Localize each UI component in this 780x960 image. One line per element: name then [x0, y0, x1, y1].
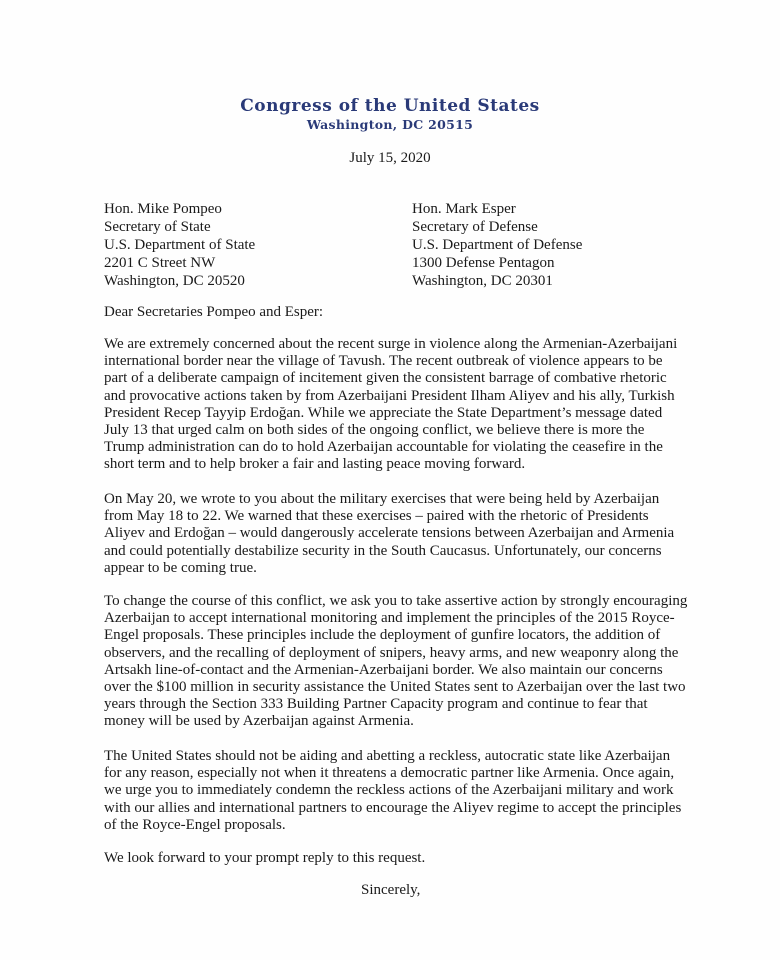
paragraph-line: Engel proposals. These principles include the deployment of gunfire locators, the addition of: [104, 627, 661, 644]
recipient-city: Washington, DC 20301: [412, 273, 553, 289]
paragraph-line: President Recep Tayyip Erdoğan. While we appreciate the State Department’s message dated: [104, 404, 663, 421]
paragraph-line: for any reason, especially not when it threatens a democratic partner like Armenia. Once again,: [104, 765, 675, 782]
letter-date: July 15, 2020: [349, 150, 431, 166]
recipient-name: Hon. Mark Esper: [412, 201, 516, 217]
body-paragraph-2: [104, 491, 684, 577]
paragraph-line: The United States should not be aiding and abetting a reckless, autocratic state like Azerbaijan: [104, 748, 671, 764]
paragraph-line: Aliyev and Erdoğan – would dangerously accelerate tensions between Azerbaijan and Armenia: [104, 525, 675, 542]
paragraph-line: July 13 that urged calm on both sides of the ongoing conflict, we believe there is more the: [104, 422, 645, 439]
recipient-block-left: [104, 200, 255, 290]
recipient-street: 1300 Defense Pentagon: [412, 255, 555, 271]
closing: Sincerely,: [361, 882, 421, 898]
paragraph-line: We look forward to your prompt reply to this request.: [104, 850, 426, 866]
paragraph-line: On May 20, we wrote to you about the military exercises that were being held by Azerbaijan: [104, 491, 660, 507]
paragraph-line: To change the course of this conflict, we ask you to take assertive action by strongly encouraging: [104, 593, 688, 609]
salutation: Dear Secretaries Pompeo and Esper:: [104, 304, 324, 320]
paragraph-line: international border near the village of Tavush. The recent outbreak of violence appears to be: [104, 353, 663, 370]
paragraph-line: and provocative actions taken by from Azerbaijani President Ilham Aliyev and his ally, Turkish: [104, 387, 675, 404]
paragraph-line: money will be used by Azerbaijan against Armenia.: [104, 713, 414, 730]
letterhead: [0, 96, 780, 133]
body-paragraph-3: [104, 593, 688, 731]
body-paragraph-5: [104, 850, 684, 867]
letterhead-address: Washington, DC 20515: [306, 117, 474, 132]
letterhead-title: Congress of the United States: [240, 96, 540, 116]
paragraph-line: Trump administration can do to hold Azerbaijan accountable for violating the ceasefire in the: [104, 439, 663, 456]
recipient-title: Secretary of State: [104, 219, 211, 235]
paragraph-line: observers, and the recalling of deployment of snipers, heavy arms, and new weaponry along the: [104, 644, 679, 661]
body-paragraph-4: [104, 748, 684, 834]
paragraph-line: and could potentially destabilize security in the South Caucasus. Unfortunately, our concerns: [104, 542, 662, 559]
paragraph-line: we urge you to immediately condemn the reckless actions of the Azerbaijani military and work: [104, 782, 674, 799]
body-paragraph-1: [104, 336, 684, 474]
paragraph-line: years through the Section 333 Building Partner Capacity program and continue to fear that: [104, 696, 648, 713]
recipient-department: U.S. Department of Defense: [412, 237, 583, 253]
paragraph-line: Azerbaijan to accept international monitoring and implement the principles of the 2015 Royce-: [104, 610, 675, 627]
paragraph-line: with our allies and international partners to encourage the Aliyev regime to accept the principles: [104, 799, 682, 816]
paragraph-line: over the $100 million in security assistance the United States sent to Azerbaijan over the last two: [104, 679, 686, 696]
recipient-department: U.S. Department of State: [104, 237, 256, 253]
recipient-city: Washington, DC 20520: [104, 273, 245, 289]
recipient-street: 2201 C Street NW: [104, 255, 216, 271]
recipient-title: Secretary of Defense: [412, 219, 538, 235]
paragraph-line: appear to be coming true.: [104, 559, 257, 576]
paragraph-line: We are extremely concerned about the recent surge in violence along the Armenian-Azerbaijani: [104, 336, 678, 352]
paragraph-line: from May 18 to 22. We warned that these exercises – paired with the rhetoric of Presidents: [104, 508, 649, 525]
recipient-block-right: [412, 200, 582, 290]
recipient-name: Hon. Mike Pompeo: [104, 201, 222, 217]
paragraph-line: Artsakh line-of-contact and the Armenian-Azerbaijani border. We also maintain our concerns: [104, 661, 663, 678]
paragraph-line: short term and to help broker a fair and lasting peace moving forward.: [104, 456, 526, 473]
paragraph-line: of the Royce-Engel proposals.: [104, 816, 286, 833]
paragraph-line: part of a deliberate campaign of incitement given the consistent barrage of combative rhetoric: [104, 370, 667, 387]
